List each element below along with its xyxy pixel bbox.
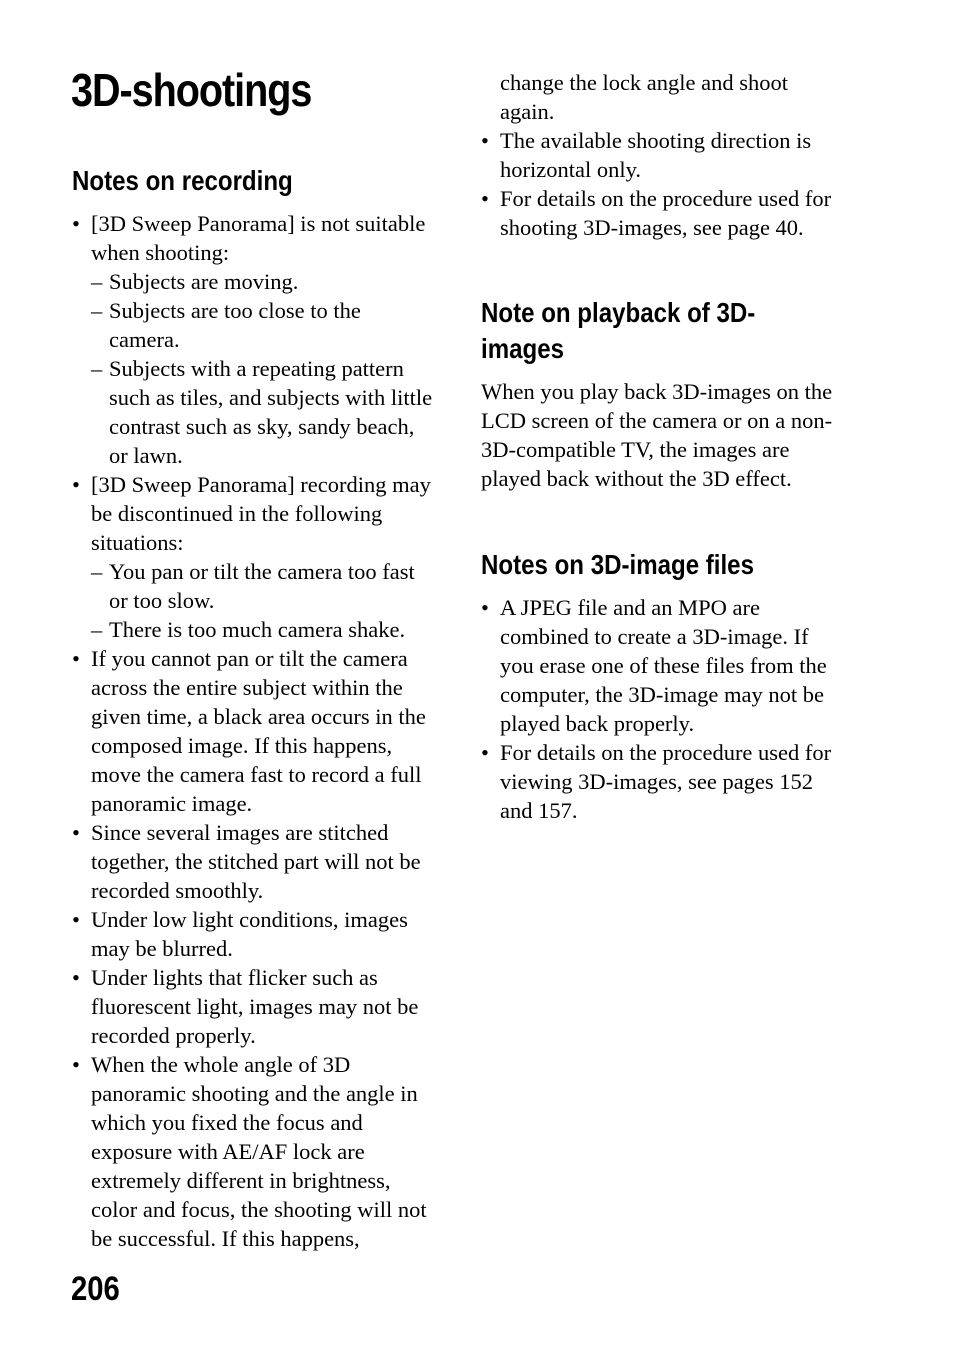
heading-line: Note on playback of 3D- (481, 297, 756, 328)
section-heading-recording: Notes on recording (72, 165, 293, 196)
list-item-text: [3D Sweep Panorama] is not suitable when shooting: (91, 211, 426, 265)
list-item: • Since several images are stitched together, the stitched part will not be recorded smoothly. (72, 818, 434, 905)
files-notes-list (481, 593, 843, 825)
list-item: • Under lights that flicker such as fluorescent light, images may not be recorded properly. (72, 963, 434, 1050)
sub-list-item: – Subjects with a repeating pattern such as tiles, and subjects with little contrast such as sky, sandy beach, or lawn. (91, 354, 434, 470)
recording-notes-list (72, 209, 434, 1253)
shooting-notes-list (481, 126, 843, 242)
sub-list (91, 557, 434, 644)
sub-list (91, 267, 434, 470)
list-item: • A JPEG file and an MPO are combined to create a 3D-image. If you erase one of these files from the computer, the 3D-image may not be played back properly. (481, 593, 843, 738)
list-item-text: [3D Sweep Panorama] recording may be discontinued in the following situations: (91, 472, 431, 555)
list-item (72, 470, 434, 644)
section-heading-playback (481, 295, 800, 367)
list-item: • When the whole angle of 3D panoramic shooting and the angle in which you fixed the focus and exposure with AE/AF lock are extremely different in brightness, color and focus, the shooting will not be successful. If this happens, (72, 1050, 434, 1253)
list-item: • Under low light conditions, images may be blurred. (72, 905, 434, 963)
sub-list-item: – There is too much camera shake. (91, 615, 434, 644)
heading-line: images (481, 333, 564, 364)
section-heading-files: Notes on 3D-image files (481, 549, 754, 580)
list-item: • For details on the procedure used for viewing 3D-images, see pages 152 and 157. (481, 738, 843, 825)
list-item: • The available shooting direction is horizontal only. (481, 126, 843, 184)
continued-text: change the lock angle and shoot again. (500, 70, 789, 124)
sub-list-item: – Subjects are moving. (91, 267, 434, 296)
list-item: • For details on the procedure used for shooting 3D-images, see page 40. (481, 184, 843, 242)
page-number: 206 (71, 1270, 120, 1308)
list-item (72, 209, 434, 470)
page-title: 3D-shootings (71, 64, 312, 116)
list-item: • If you cannot pan or tilt the camera across the entire subject within the given time, a black area occurs in the composed image. If this happens, move the camera fast to record a full panoramic image. (72, 644, 434, 818)
sub-list-item: – You pan or tilt the camera too fast or too slow. (91, 557, 434, 615)
sub-list-item: – Subjects are too close to the camera. (91, 296, 434, 354)
playback-paragraph: When you play back 3D-images on the LCD screen of the camera or on a non-3D-compatible TV, the images are played back without the 3D effect. (481, 379, 833, 491)
